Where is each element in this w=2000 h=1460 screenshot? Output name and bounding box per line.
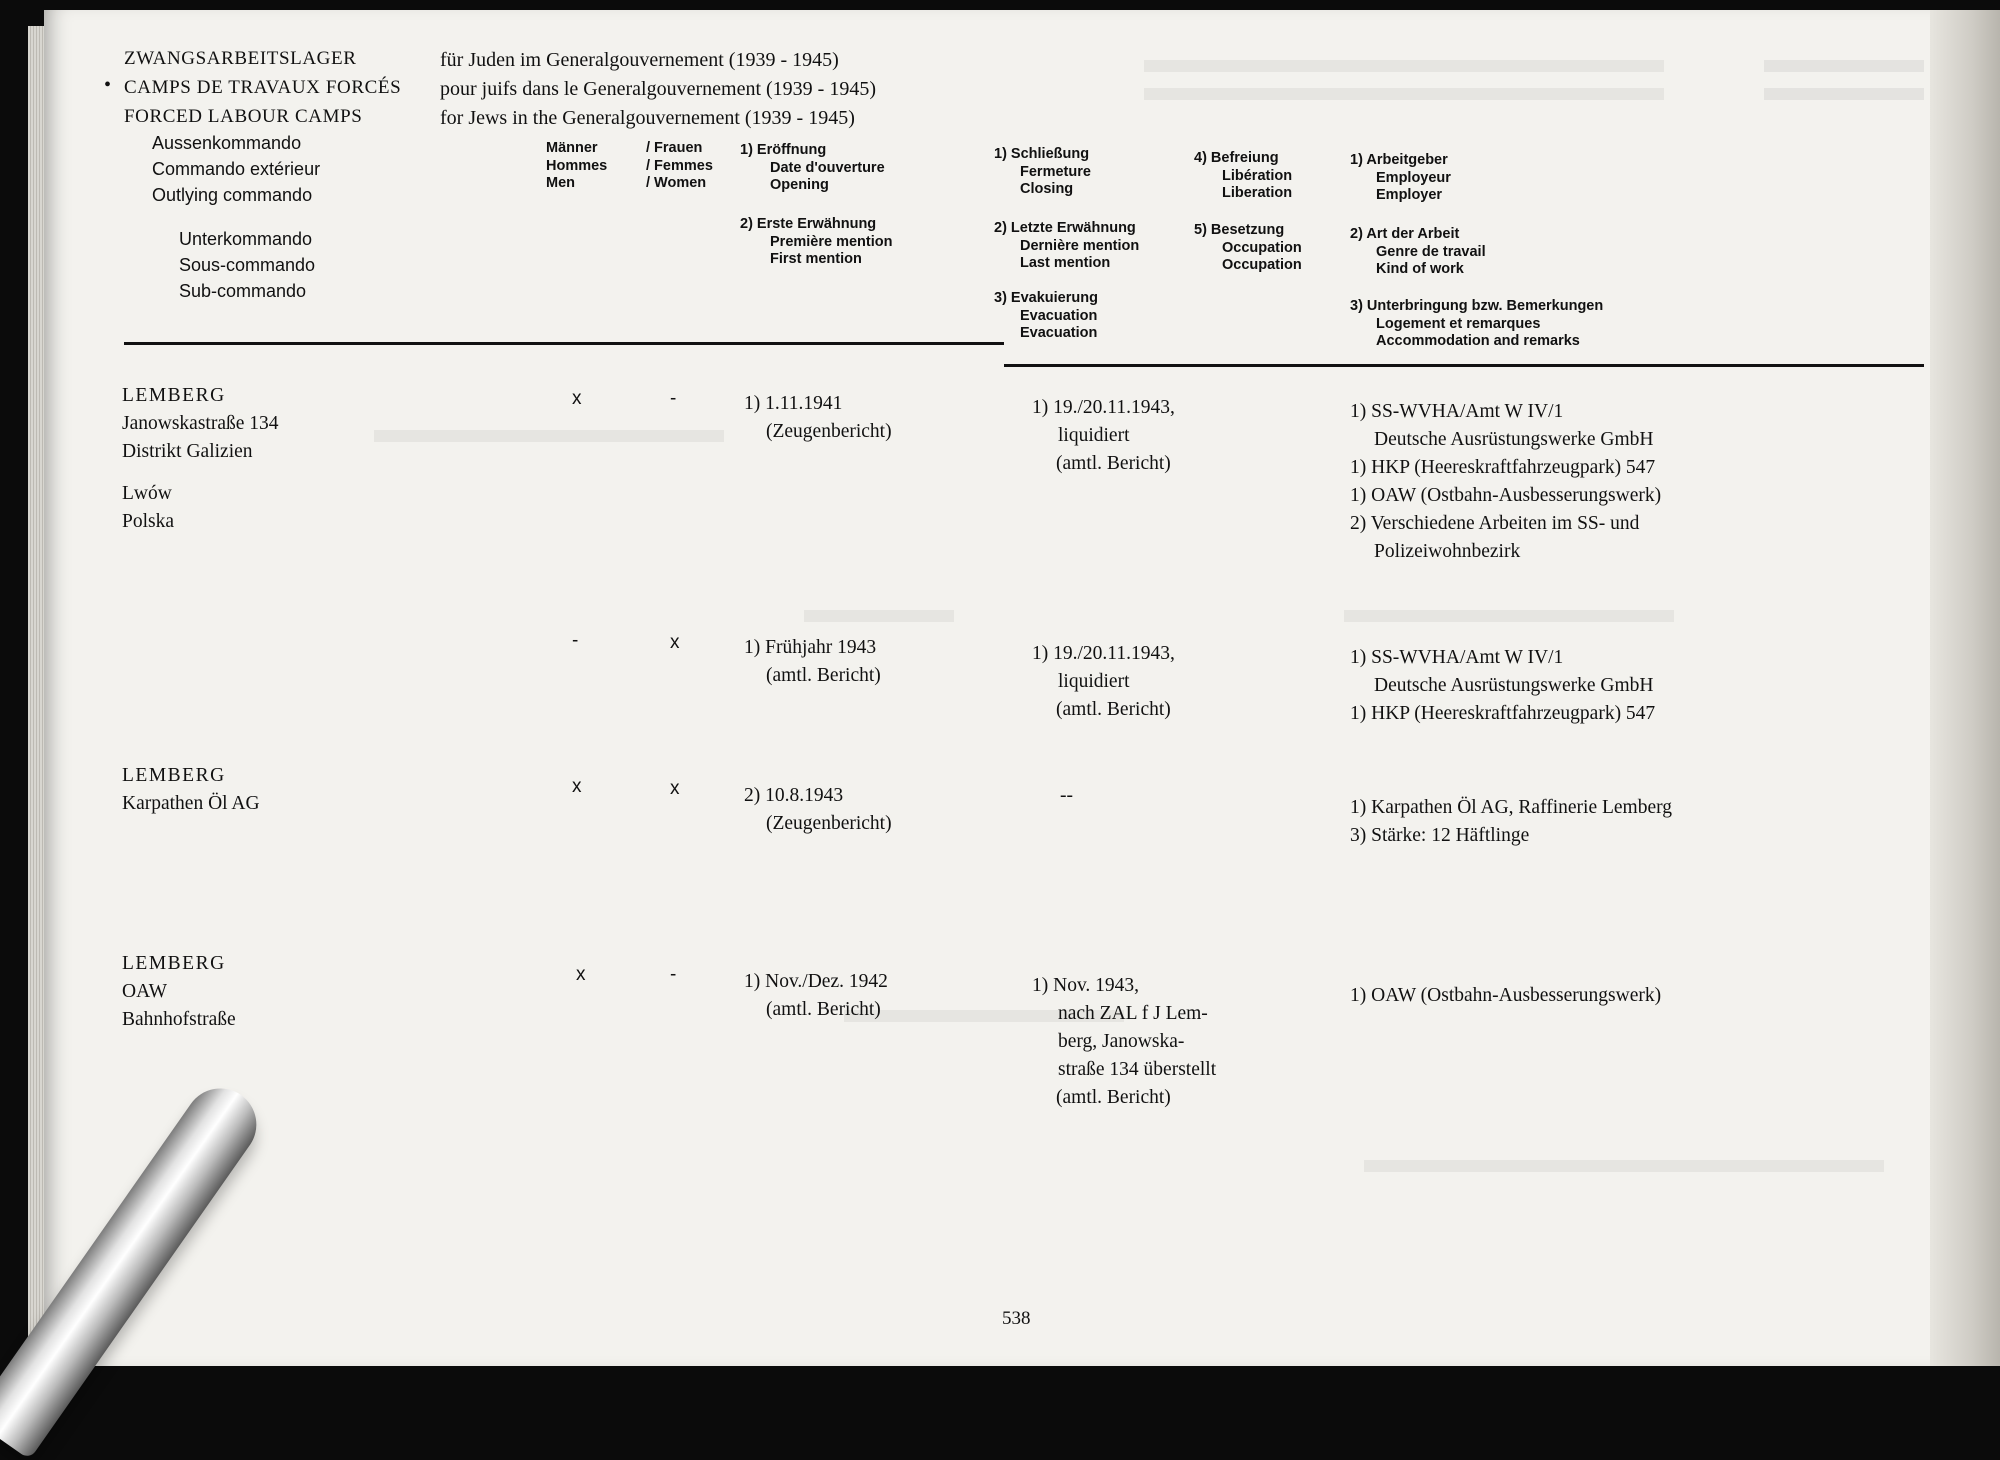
entry-1-remark: 1) HKP (Heereskraftfahrzeugpark) 547: [1350, 457, 1656, 478]
entry-4-site: OAW: [122, 981, 168, 1002]
legend-first-mention-en: First mention: [770, 251, 862, 267]
header-rule-left: [124, 342, 1004, 345]
legend-men-de: Männer: [546, 140, 598, 156]
entry-4-women: -: [670, 964, 677, 985]
entry-1-spacer: [122, 466, 279, 480]
legend-accommodation-fr: Logement et remarques: [1376, 315, 1541, 332]
entry-3-site: Karpathen Öl AG: [122, 793, 260, 814]
entry-2-remark: Deutsche Ausrüstungswerke GmbH: [1374, 675, 1654, 696]
subtitle-en: for Jews in the Generalgouvernement (1939 - 1945): [440, 107, 855, 129]
kommando-fr: Commando extérieur: [152, 159, 321, 179]
legend-employer-en: Employer: [1376, 187, 1443, 203]
entry-3-city: LEMBERG: [122, 765, 226, 786]
legend-opening-en: Opening: [770, 177, 829, 193]
subtitle-fr: pour juifs dans le Generalgouvernement (1939 - 1945): [440, 78, 876, 100]
title-block: [124, 44, 401, 131]
entry-4-city: LEMBERG: [122, 953, 226, 974]
entry-4-street: Bahnhofstraße: [122, 1009, 236, 1030]
entry-3-women: x: [670, 778, 680, 799]
entry-4-closing-line: nach ZAL f J Lem-: [1058, 1003, 1208, 1024]
entry-2-closing-source: (amtl. Bericht): [1056, 699, 1171, 720]
entry-4-remark: 1) OAW (Ostbahn-Ausbesserungswerk): [1350, 985, 1662, 1006]
entry-4-closing-date: 1) Nov. 1943,: [1032, 975, 1140, 996]
entry-1-polish-city: Lwów: [122, 483, 172, 504]
title-de: ZWANGSARBEITSLAGER: [124, 48, 357, 69]
entry-3-men: x: [572, 776, 582, 797]
legend-liberation-fr: Libération: [1222, 167, 1293, 184]
page-number: 538: [1002, 1308, 1031, 1329]
entry-3-opening-source: (Zeugenbericht): [766, 813, 892, 834]
entry-1-country: Polska: [122, 511, 175, 532]
entry-1-place: [122, 382, 279, 536]
entry-3-closing: [1060, 782, 1073, 810]
subtitle-de: für Juden im Generalgouvernement (1939 - 1945): [440, 49, 839, 71]
legend-last-mention: [994, 220, 1139, 273]
legend-liberation-en: Liberation: [1222, 185, 1293, 201]
legend-closing: [994, 146, 1091, 199]
entry-1-closing: [1032, 394, 1175, 478]
entry-4-opening-source: (amtl. Bericht): [766, 999, 881, 1020]
legend-men-fr: Hommes: [546, 157, 608, 174]
entry-3-remark: 1) Karpathen Öl AG, Raffinerie Lemberg: [1350, 797, 1673, 818]
entry-1-remark: Polizeiwohnbezirk: [1374, 541, 1521, 562]
entry-2-women: x: [670, 632, 680, 653]
kommando-de: Aussenkommando: [152, 133, 302, 153]
legend-closing-de: 1) Schließung: [994, 146, 1090, 162]
legend-accommodation-en: Accommodation and remarks: [1376, 333, 1580, 349]
subtitle-block: [440, 46, 876, 133]
unterkommando-fr: Sous-commando: [179, 255, 316, 275]
entry-3-remarks: [1350, 794, 1672, 850]
legend-employer: [1350, 152, 1451, 205]
entry-2-opening: [744, 634, 881, 690]
legend-evacuation: [994, 290, 1098, 343]
legend-accommodation: [1350, 298, 1603, 351]
legend-women-de: / Frauen: [646, 140, 703, 156]
header-rule-right: [1004, 364, 1924, 367]
book-page: [44, 10, 2000, 1366]
entry-4-place: [122, 950, 236, 1034]
entry-4-opening: [744, 968, 888, 1024]
legend-accommodation-de: 3) Unterbringung bzw. Bemerkungen: [1350, 298, 1604, 314]
entry-1-closing-status: liquidiert: [1058, 425, 1130, 446]
entry-3-opening: [744, 782, 892, 838]
entry-1-closing-date: 1) 19./20.11.1943,: [1032, 397, 1175, 418]
entry-4-opening-date: 1) Nov./Dez. 1942: [744, 971, 888, 992]
legend-sex-left: [546, 140, 607, 193]
entry-2-remarks: [1350, 644, 1655, 728]
legend-employer-de: 1) Arbeitgeber: [1350, 152, 1448, 168]
legend-evacuation-de: 3) Evakuierung: [994, 290, 1098, 306]
legend-kind-of-work-en: Kind of work: [1376, 261, 1464, 277]
entry-2-remark: 1) HKP (Heereskraftfahrzeugpark) 547: [1350, 703, 1656, 724]
entry-1-remark: 2) Verschiedene Arbeiten im SS- und: [1350, 513, 1640, 534]
legend-opening-fr: Date d'ouverture: [770, 159, 885, 176]
legend-sex-right: [646, 140, 713, 193]
title-fr: CAMPS DE TRAVAUX FORCÉS: [124, 77, 402, 98]
entry-1-remark: Deutsche Ausrüstungswerke GmbH: [1374, 429, 1654, 450]
entry-1-men: x: [572, 388, 582, 409]
entry-2-closing: [1032, 640, 1175, 724]
facing-page-edge: [1930, 10, 2000, 1366]
entry-1-district: Distrikt Galizien: [122, 441, 253, 462]
entry-4-remarks: [1350, 982, 1661, 1010]
legend-men-en: Men: [546, 175, 575, 191]
entry-3-remark: 3) Stärke: 12 Häftlinge: [1350, 825, 1530, 846]
entry-1-women: -: [670, 388, 677, 409]
legend-closing-fr: Fermeture: [1020, 163, 1091, 180]
legend-unterkommando: [179, 226, 315, 304]
legend-liberation-de: 4) Befreiung: [1194, 150, 1279, 166]
entry-2-opening-date: 1) Frühjahr 1943: [744, 637, 877, 658]
legend-last-mention-fr: Dernière mention: [1020, 237, 1140, 254]
unterkommando-de: Unterkommando: [179, 229, 313, 249]
legend-kind-of-work: [1350, 226, 1486, 279]
legend-women-en: / Women: [646, 175, 707, 191]
legend-occupation: [1194, 222, 1302, 275]
entry-1-opening: [744, 390, 892, 446]
legend-opening: [740, 142, 885, 195]
entry-1-opening-date: 1) 1.11.1941: [744, 393, 843, 414]
legend-first-mention: [740, 216, 893, 269]
legend-occupation-en: Occupation: [1222, 257, 1302, 273]
legend-first-mention-de: 2) Erste Erwähnung: [740, 216, 877, 232]
legend-evacuation-en: Evacuation: [1020, 325, 1098, 341]
entry-1-remarks: [1350, 398, 1661, 566]
entry-2-remark: 1) SS-WVHA/Amt W IV/1: [1350, 647, 1564, 668]
kommando-en: Outlying commando: [152, 185, 313, 205]
legend-last-mention-en: Last mention: [1020, 255, 1111, 271]
legend-closing-en: Closing: [1020, 181, 1074, 197]
legend-kommando: [152, 130, 320, 208]
legend-occupation-fr: Occupation: [1222, 239, 1302, 256]
legend-last-mention-de: 2) Letzte Erwähnung: [994, 220, 1136, 236]
entry-2-men: -: [572, 630, 579, 651]
legend-kind-of-work-fr: Genre de travail: [1376, 243, 1486, 260]
entry-2-closing-date: 1) 19./20.11.1943,: [1032, 643, 1175, 664]
entry-4-closing-line: straße 134 überstellt: [1058, 1059, 1217, 1080]
entry-1-city: LEMBERG: [122, 385, 226, 406]
entry-1-closing-source: (amtl. Bericht): [1056, 453, 1171, 474]
unterkommando-en: Sub-commando: [179, 281, 307, 301]
entry-3-place: [122, 762, 260, 818]
entry-4-closing-line: berg, Janowska-: [1058, 1031, 1185, 1052]
legend-evacuation-fr: Evacuation: [1020, 307, 1098, 324]
entry-3-closing-date: --: [1060, 785, 1073, 806]
entry-1-remark: 1) SS-WVHA/Amt W IV/1: [1350, 401, 1564, 422]
legend-women-fr: / Femmes: [646, 157, 713, 174]
legend-opening-de: 1) Eröffnung: [740, 142, 827, 158]
legend-employer-fr: Employeur: [1376, 169, 1451, 186]
legend-liberation: [1194, 150, 1292, 203]
entry-1-opening-source: (Zeugenbericht): [766, 421, 892, 442]
entry-1-street: Janowskastraße 134: [122, 413, 279, 434]
entry-1-remark: 1) OAW (Ostbahn-Ausbesserungswerk): [1350, 485, 1662, 506]
entry-2-closing-status: liquidiert: [1058, 671, 1130, 692]
entry-4-closing: [1032, 972, 1216, 1112]
legend-first-mention-fr: Première mention: [770, 233, 893, 250]
entry-2-opening-source: (amtl. Bericht): [766, 665, 881, 686]
entry-4-men: x: [576, 964, 586, 985]
legend-occupation-de: 5) Besetzung: [1194, 222, 1285, 238]
legend-kind-of-work-de: 2) Art der Arbeit: [1350, 226, 1460, 242]
title-bullet: •: [104, 74, 112, 96]
entry-4-closing-source: (amtl. Bericht): [1056, 1087, 1171, 1108]
title-en: FORCED LABOUR CAMPS: [124, 106, 363, 127]
entry-3-opening-date: 2) 10.8.1943: [744, 785, 844, 806]
